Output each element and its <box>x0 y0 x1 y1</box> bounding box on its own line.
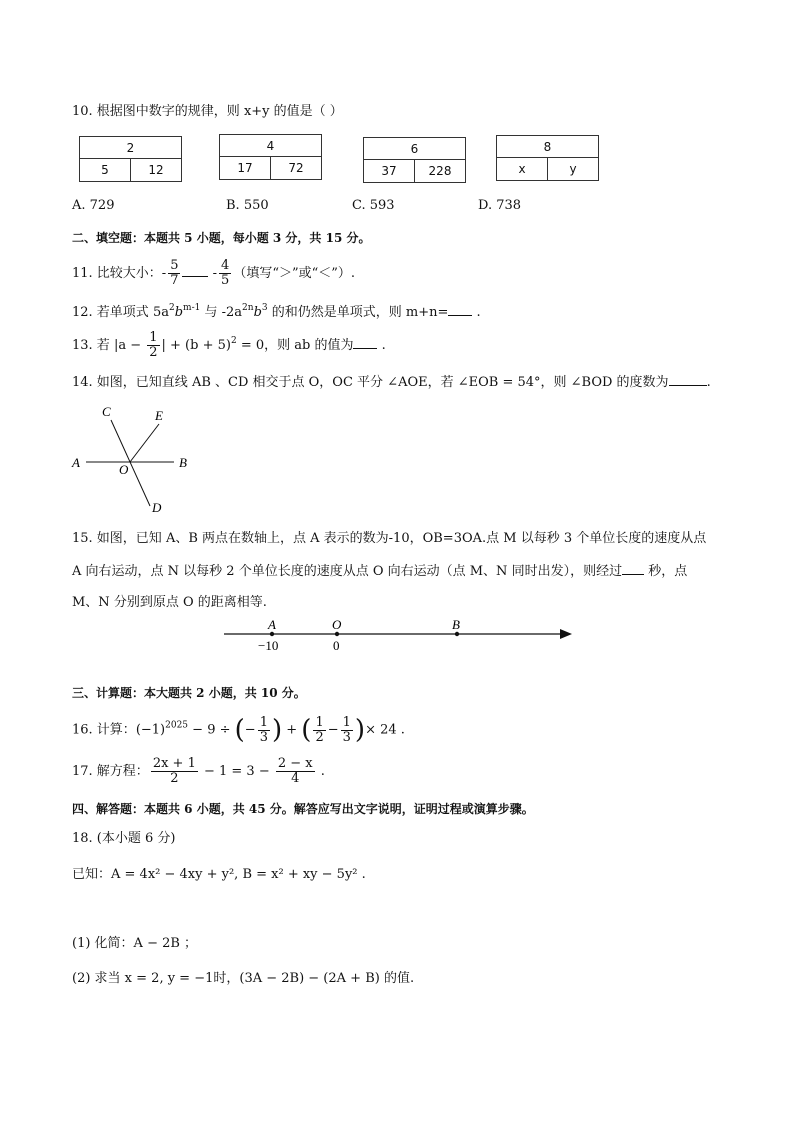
box-top-value: 2 <box>80 137 181 159</box>
q16: 16. 计算：$(-1)^{2025} - 9$ ÷ (− $\frac{1}{3}$ ) + ( $\frac{1}{2}$ − $\frac{1}{3}$ )× 24 . <box>72 714 405 745</box>
q18-part-1: (1) 化简：A − 2B ； <box>72 936 198 951</box>
ray-oe <box>130 424 159 462</box>
fraction-numerator: 2x + 1 <box>152 756 196 771</box>
box-right-value: 12 <box>148 163 164 177</box>
q12-text: 的和仍然是单项式，则 m+n= <box>267 305 449 320</box>
label-b: B <box>452 617 460 632</box>
q11 <box>72 258 355 290</box>
exponent: 2 <box>168 303 175 313</box>
q18-part-2: (2) 求当 x = 2, y = −1时，(3A − 2B) − (2A + B) 的值. <box>72 971 415 986</box>
q18-given: 已知：A = 4x² − 4xy + y², B = x² + xy − 5y² . <box>72 867 366 882</box>
q15-line-2 <box>72 562 687 581</box>
q14-text: 14. 如图，已知直线 AB 、CD 相交于点 O，OC 平分 ∠AOE，若 ∠EOB = 54°，则 ∠BOD 的度数为 <box>72 375 669 390</box>
fraction-numerator: 4 <box>221 258 230 273</box>
fraction-numerator: 1 <box>259 714 268 730</box>
axis-arrow <box>560 629 572 639</box>
fraction-numerator: 5 <box>170 258 179 273</box>
q10-box-3 <box>363 137 466 183</box>
fraction-numerator: 1 <box>342 714 351 730</box>
box-top-value: 4 <box>220 135 321 157</box>
fraction-denominator: 7 <box>170 273 179 288</box>
q11-minus: - <box>212 266 218 281</box>
value-a: −10 <box>258 638 279 653</box>
fraction-denominator: 2 <box>315 729 324 745</box>
q11-suffix: （填写“＞”或“＜”）. <box>233 266 356 281</box>
q17-end: . <box>316 764 325 779</box>
q13-text: | + (b + 5) <box>161 338 231 353</box>
q14-stem <box>72 373 711 392</box>
box-right-value: y <box>569 162 577 176</box>
number-line <box>220 614 580 658</box>
q18-title: 18. (本小题 6 分) <box>72 831 176 846</box>
fraction-numerator: 1 <box>315 714 324 730</box>
q10-option-b: B. 550 <box>226 198 269 213</box>
exponent: 2025 <box>165 720 189 731</box>
fraction-denominator: 4 <box>291 771 300 786</box>
q10-box-1 <box>79 136 182 182</box>
box-left-value: x <box>497 158 548 180</box>
q12-text: 与 -2a <box>200 305 243 320</box>
label-o: O <box>332 617 342 632</box>
q16-text: − <box>327 722 339 738</box>
q16-text: × 24 . <box>365 722 405 738</box>
fraction-numerator: 1 <box>149 330 158 345</box>
label-o: O <box>119 462 129 477</box>
exponent: 2 <box>230 336 237 346</box>
q12 <box>72 303 481 322</box>
q13-end: . <box>377 338 386 353</box>
value-o: 0 <box>333 638 340 653</box>
label-b: B <box>179 455 187 470</box>
q16-text: + <box>282 722 302 738</box>
q17-text: 17. 解方程： <box>72 764 149 779</box>
q16-text: 16. 计算： <box>72 722 136 738</box>
q17 <box>72 754 325 790</box>
q15-line-3: M、N 分别到原点 O 的距离相等. <box>72 595 267 610</box>
answer-blank <box>669 373 707 386</box>
q10-box-2 <box>219 134 322 180</box>
q14-end: . <box>706 375 711 390</box>
line-cd <box>111 420 150 506</box>
section-3-header: 三、计算题：本大题共 2 小题，共 10 分。 <box>72 686 306 700</box>
label-a: A <box>268 617 276 632</box>
box-top-value: 6 <box>364 138 465 160</box>
point-a <box>270 632 274 636</box>
variable: b <box>174 305 184 320</box>
q13-text: = 0，则 ab 的值为 <box>236 338 354 353</box>
fraction-denominator: 2 <box>149 345 158 360</box>
box-top-value: 8 <box>497 136 598 158</box>
fraction-denominator: 3 <box>259 729 268 745</box>
exponent: 3 <box>261 303 268 313</box>
box-left-value: 5 <box>80 159 131 181</box>
q15-text: A 向右运动，点 N 以每秒 2 个单位长度的速度从点 O 向右运动（点 M、N 同时出发），则经过 <box>72 564 623 579</box>
section-2-header: 二、填空题：本题共 5 小题，每小题 3 分，共 15 分。 <box>72 231 371 245</box>
q10-stem: 10. 根据图中数字的规律，则 x+y 的值是（ ） <box>72 104 343 119</box>
fraction-denominator: 3 <box>342 729 351 745</box>
answer-blank <box>448 303 472 316</box>
label-a: A <box>72 455 80 470</box>
fraction-numerator: 2 − x <box>277 756 313 771</box>
box-left-value: 37 <box>364 160 415 182</box>
q16-base: (−1) <box>135 722 166 738</box>
q12-end: . <box>472 305 481 320</box>
label-c: C <box>102 404 111 419</box>
point-b <box>455 632 459 636</box>
q12-text: 12. 若单项式 5a <box>72 305 169 320</box>
q10-box-4 <box>496 135 599 181</box>
q17-text: − 1 = 3 − <box>199 764 274 779</box>
fraction-denominator: 5 <box>221 273 230 288</box>
fraction-denominator: 2 <box>170 771 179 786</box>
q11-prefix: 11. 比较大小：- <box>72 266 167 281</box>
exponent: 2n <box>242 303 254 313</box>
q10-option-d: D. 738 <box>478 198 522 213</box>
q10-option-a: A. 729 <box>72 198 115 213</box>
box-right-value: 72 <box>288 161 304 175</box>
variable: b <box>253 305 262 320</box>
answer-blank <box>182 264 208 277</box>
q13-text: 13. 若 |a − <box>72 338 146 353</box>
q14-figure <box>66 400 206 520</box>
label-d: D <box>152 500 162 515</box>
box-left-value: 17 <box>220 157 271 179</box>
section-4-header: 四、解答题：本题共 6 小题，共 45 分。解答应写出文字说明，证明过程或演算步骤。 <box>72 802 534 816</box>
exponent: m-1 <box>183 303 201 313</box>
answer-blank <box>622 562 644 575</box>
q15-text: 秒，点 <box>648 564 688 579</box>
label-e: E <box>155 408 163 423</box>
box-right-value: 228 <box>428 164 452 178</box>
q13 <box>72 330 386 362</box>
point-o <box>335 632 339 636</box>
q10-option-c: C. 593 <box>352 198 395 213</box>
q16-text: − 9 ÷ <box>188 722 235 738</box>
q15-line-1: 15. 如图，已知 A、B 两点在数轴上，点 A 表示的数为-10，OB=3OA.点 M 以每秒 3 个单位长度的速度从点 <box>72 531 707 546</box>
answer-blank <box>353 336 377 349</box>
